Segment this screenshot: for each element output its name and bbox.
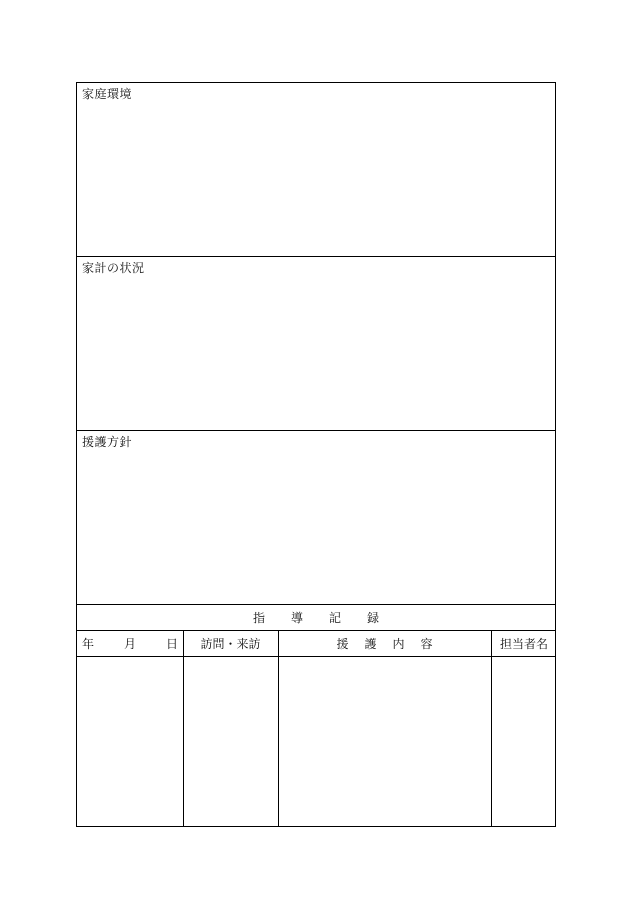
staff-label: 担当者名 [499,637,548,651]
guidance-title-char: 導 [290,611,303,625]
day-label: 日 [165,637,178,651]
date-column-header [77,631,183,656]
content-label-char: 援 [336,637,349,651]
year-label: 年 [82,637,95,651]
family-environment-section[interactable] [77,83,555,257]
content-entry-cell[interactable] [278,657,491,826]
family-environment-label: 家庭環境 [82,87,133,101]
visit-label: 訪問・来訪 [200,637,261,651]
household-finance-label: 家計の状況 [82,261,145,275]
content-label-char: 内 [392,637,405,651]
staff-column-header [491,631,557,656]
visit-entry-cell[interactable] [183,657,278,826]
content-label-char: 容 [420,637,433,651]
content-label-char: 護 [364,637,377,651]
content-column-header [278,631,491,656]
date-entry-cell[interactable] [77,657,183,826]
month-label: 月 [123,637,136,651]
guidance-record-title [77,605,555,631]
guidance-title-char: 録 [367,611,380,625]
guidance-title-char: 指 [252,611,265,625]
record-form [76,82,556,827]
assistance-policy-section[interactable] [77,431,555,605]
guidance-title-char: 記 [329,611,342,625]
staff-entry-cell[interactable] [491,657,557,826]
table-header-row [77,631,555,657]
visit-column-header [183,631,278,656]
household-finance-section[interactable] [77,257,555,431]
assistance-policy-label: 援護方針 [82,435,133,449]
